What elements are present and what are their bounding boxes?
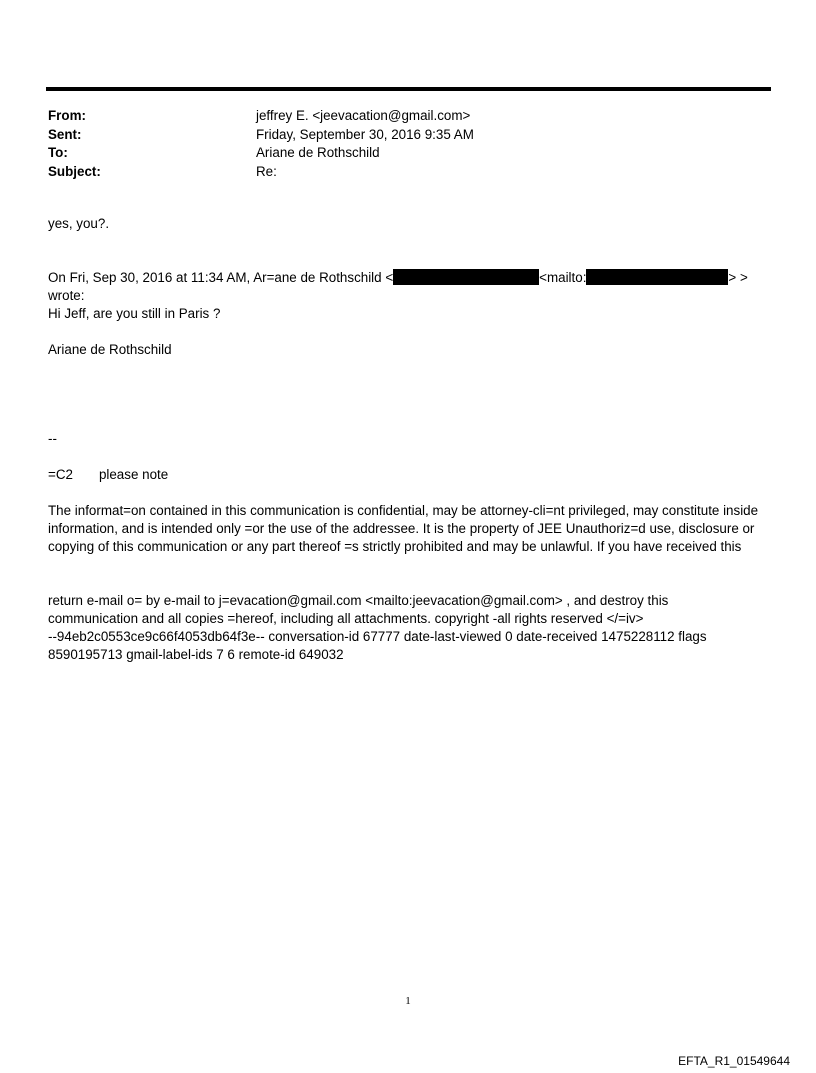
- from-value: jeffrey E. <jeevacation@gmail.com>: [256, 108, 471, 123]
- redaction-block: [393, 269, 539, 285]
- subject-value: Re:: [256, 163, 277, 179]
- quote-wrote: wrote:: [48, 288, 85, 303]
- from-row: [48, 107, 768, 126]
- quote-prefix: On Fri, Sep 30, 2016 at 11:34 AM, Ar=ane de Rothschild <: [48, 270, 394, 285]
- from-label: From:: [48, 108, 86, 123]
- email-header: [48, 107, 768, 181]
- note-prefix: =C2: [48, 467, 73, 482]
- to-row: [48, 144, 768, 163]
- subject-row: [48, 163, 768, 182]
- note-line: [48, 466, 770, 484]
- to-label: To:: [48, 145, 68, 161]
- header-rule: [46, 87, 771, 91]
- return-line-2: communication and all copies =hereof, including all attachments. copyright -all rights reserved </=iv>: [48, 611, 644, 626]
- redaction-block: [586, 269, 728, 285]
- to-value: Ariane de Rothschild: [256, 145, 380, 161]
- reply-text: yes, you?.: [48, 216, 110, 231]
- return-line-1: return e-mail o= by e-mail to j=evacation@gmail.com <mailto:jeevacation@gmail.com> , and destroy this: [48, 593, 669, 608]
- sent-label: Sent:: [48, 126, 82, 142]
- quote-end: > >: [728, 270, 748, 285]
- sent-row: [48, 126, 768, 145]
- quote-header-line: [48, 269, 770, 287]
- return-line-4: 8590195713 gmail-label-ids 7 6 remote-id 649032: [48, 647, 344, 662]
- quoted-line: Hi Jeff, are you still in Paris ?: [48, 306, 221, 321]
- disclaimer-paragraph: The informat=on contained in this communication is confidential, may be attorney-cli=nt privileged, may constitute inside information, and is intended only =or the use of the addressee. It is the property of JEE Unauthoriz=d use, disclosure or copying of this communication or any part thereof =s strictly prohibited and may be unlawful. If you have received this: [48, 503, 759, 554]
- return-line-3: --94eb2c0553ce9c66f4053db64f3e-- conversation-id 67777 date-last-viewed 0 date-received 1475228112 flags: [48, 629, 707, 644]
- subject-label: Subject:: [48, 163, 101, 179]
- bates-number: EFTA_R1_01549644: [678, 1054, 790, 1068]
- page-number: 1: [405, 995, 411, 1007]
- signature: Ariane de Rothschild: [48, 342, 172, 357]
- separator: --: [48, 431, 57, 446]
- quote-mailto: <mailto:: [539, 270, 587, 285]
- note-text: please note: [98, 467, 169, 482]
- sent-value: Friday, September 30, 2016 9:35 AM: [256, 126, 474, 142]
